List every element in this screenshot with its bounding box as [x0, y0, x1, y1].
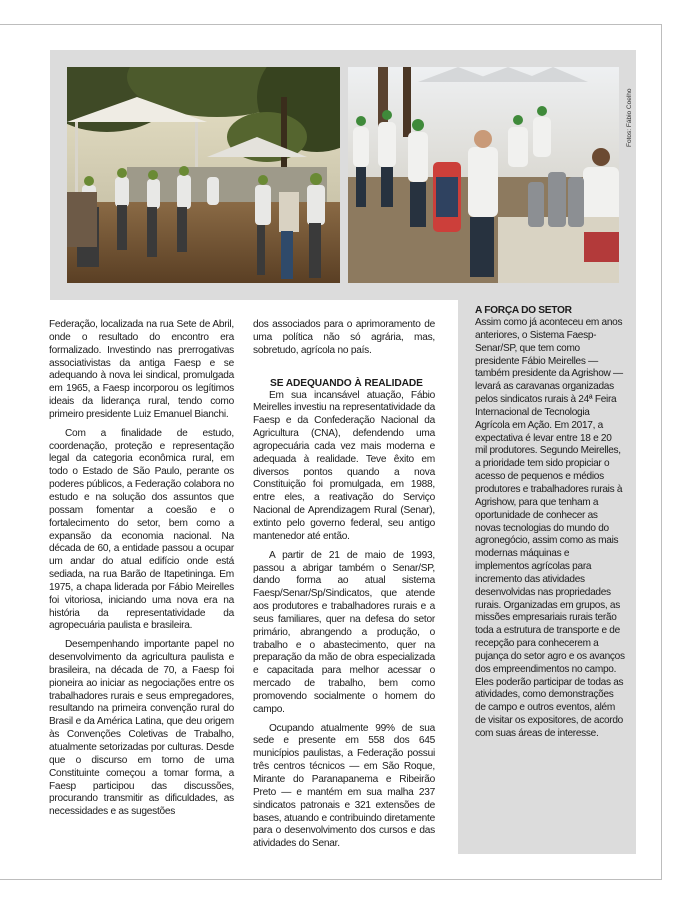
photo-youth-at-coffee-table	[348, 67, 619, 283]
section-heading: SE ADEQUANDO À REALIDADE	[270, 377, 423, 389]
photo-crowd-under-trees	[67, 67, 340, 283]
column2-paragraph-4: Ocupando atualmente 99% de sua sede e presente em 558 dos 645 municípios paulistas, a Federação possui três centros técnicos — em São Roque, Mirante do Paranapanema e Ribeirão Preto — e mantém em sua malha 237 sindicatos patronais e 321 extensões de bases, atuando e contribuindo diretamente para o desenvolvimento dos cursos e das atividades do Senar.	[253, 722, 435, 850]
sidebar-text: Assim como já aconteceu em anos anteriores, o Sistema Faesp-Senar/SP, que tem como presidente Fábio Meirelles — também presidente da Agrishow — levará as caravanas organizadas pelos sindicatos rurais à 24ª Feira Internacional de Tecnologia Agrícola em Ação. Em 2017, a expectativa é levar entre 18 e 20 mil produtores. Segundo Meirelles, a prioridade tem sido propiciar o acesso de pequenos e médios produtores e trabalhadores rurais à Agrishow, para que tenham a oportunidade de conhecer as novas tecnologias do mundo do agronegócio, assim como as mais modernas máquinas e implementos agrícolas para incremento das atividades desenvolvidas nas propriedades rurais. Organizadas em grupos, as missões empresariais rurais terão toda a estrutura de transporte e de recepção para conhecerem a pujança do setor agro e os avanços dos empreendimentos no campo. Eles poderão participar de todas as atividades, como demonstrações de campo e outros eventos, além de visitar os expositores, de acordo com suas áreas de interesse.	[475, 317, 625, 739]
column1-paragraph-1: Federação, localizada na rua Sete de Abril, onde o resultado do encontro era formalizado. Investindo nas prerrogativas associativistas da antiga Faesp e se adequando à nova lei sindical, promulgada em 1965, a Faesp incorporou os legítimos ideais da liderança rural, tendo como primeiro presidente Luiz Emanuel Bianchi.	[49, 319, 234, 420]
article-column-2	[253, 319, 435, 851]
page-bottom-rule	[0, 879, 662, 880]
sidebar	[475, 305, 625, 741]
article-column-1	[49, 319, 234, 819]
column1-paragraph-3: Desempenhando importante papel no desenvolvimento da agricultura paulista e brasileira, na década de 70, a Faesp foi pioneira ao iniciar as negociações entre os trabalhadores rurais e seus empregadores, resultando na primeira convenção rural do Brasil e da América Latina, que deu origem às Convenções Coletivas de Trabalho, atualmente setorizadas por culturas. Desde que o discurso em torno de uma Constituinte começou a tomar forma, a Faesp participou das discussões, procurando transmitir as dificuldades, as necessidades e as sugestões	[49, 639, 234, 818]
column2-paragraph-2: Em sua incansável atuação, Fábio Meirelles investiu na representatividade da Faesp e da Confederação Nacional da Agricultura (CNA), defendendo uma agropecuária cada vez mais moderna e adequada à realidade. Teve êxito em diversos pontos quando a nova Constituição foi promulgada, em 1988, entre eles, a reativação do Serviço Nacional de Aprendizagem Rural (Senar), extinto pelo governo federal, seu antigo mantenedor até então.	[253, 389, 435, 542]
page-top-rule	[0, 24, 662, 25]
sidebar-heading: A FORÇA DO SETOR	[475, 305, 572, 316]
photo-credit: Fotos: Fábio Coelho	[626, 88, 633, 147]
column1-paragraph-2: Com a finalidade de estudo, coordenação, proteção e representação legal da categoria econômica rural, em todo o Estado de São Paulo, perante os poderes públicos, a Federação colabora no estudo e na solução dos assuntos que possam fomentar a coesão e o fortalecimento do setor, bem como a expansão da economia nacional. Na década de 60, a entidade passou a ocupar um andar do atual edifício onde está sediada, na rua Barão de Itapetininga. Em 1975, a chapa liderada por Fábio Meirelles foi vitoriosa, iniciando uma nova era na história da representatividade da agropecuária paulista e brasileira.	[49, 427, 234, 632]
column2-paragraph-3: A partir de 21 de maio de 1993, passou a abrigar também o Senar/SP, dando forma ao atual sistema Faesp/Senar/Sp/Sindicatos, que atende aos produtores e trabalhadores rurais e a seus familiares, quer na defesa do setor primário, abrangendo a produção, o trabalho e o abastecimento, quer na preparação da mão de obra especializada e capacitada para melhor acessar o mercado de trabalho, bem como promovendo socialmente o homem do campo.	[253, 549, 435, 715]
page-right-rule	[661, 24, 662, 880]
column2-paragraph-1: dos associados para o aprimoramento de uma política não só agrária, mas, sobretudo, agrícola no país.	[253, 319, 435, 356]
